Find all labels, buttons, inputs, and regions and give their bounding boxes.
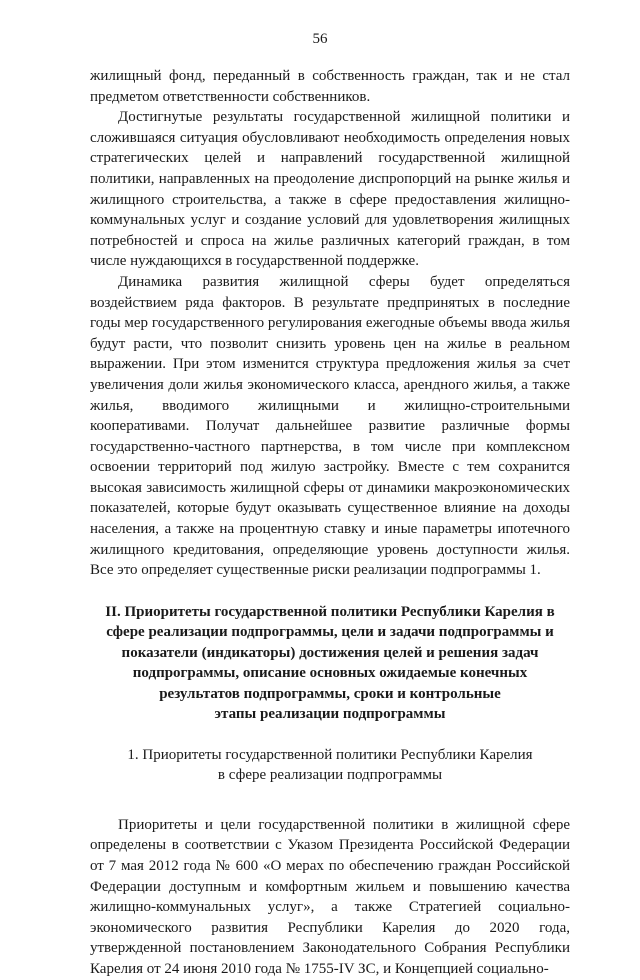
section-heading-line: II. Приоритеты государственной политики Республики Карелия в: [105, 603, 555, 620]
subsection-heading-line: 1. Приоритеты государственной политики Республики Карелия: [127, 746, 533, 763]
section-heading: [90, 602, 570, 725]
section-heading-line: результатов подпрограммы, сроки и контрольные: [159, 685, 501, 702]
document-body: [90, 66, 570, 980]
continuation-paragraph: жилищный фонд, переданный в собственность граждан, так и не стал предметом ответственности собственников.: [90, 68, 570, 105]
section-heading-line: этапы реализации подпрограммы: [214, 706, 446, 723]
body-paragraph-2: Динамика развития жилищной сферы будет определяться воздействием ряда факторов. В результате предпринятых в последние годы мер государственного регулирования ежегодные объемы ввода жилья будут расти, что позволит снизить уровень цен на жилье в реальном выражении. При этом изменится структура предложения жилья за счет увеличения доли жилья экономического класса, арендного жилья, а также жилья, вводимого жилищными и жилищно-строительными кооперативами. Получат дальнейшее развитие различные формы государственно-частного партнерства, в том числе при комплексном освоении территорий под жилую застройку. Вместе с тем сохранится высокая зависимость жилищной сферы от динамики макроэкономических показателей, которые будут оказывать существенное влияние на доходы населения, а также на процентную ставку и иные параметры ипотечного жилищного кредитования, определяющие уровень доступности жилья. Все это определяет существенные риски реализации подпрограммы 1.: [90, 273, 570, 579]
body-paragraph-3: Приоритеты и цели государственной политики в жилищной сфере определены в соответствии с Указом Президента Российской Федерации от 7 мая 2012 года № 600 «О мерах по обеспечению граждан Российской Федерации доступным и комфортным жильем и повышению качества жилищно-коммунальных услуг», а также Стратегией социально-экономического развития Республики Карелия до 2020 года, утвержденной постановлением Законодательного Собрания Республики Карелия от 24 июня 2010 года № 1755-IV ЗС, и Концепцией социально-: [90, 816, 570, 977]
body-paragraph-1: Достигнутые результаты государственной жилищной политики и сложившаяся ситуация обусловливают необходимость определения новых стратегических целей и направлений государственной жилищной политики, направленных на преодоление диспропорций на рынке жилья и жилищного строительства, а также в сфере предоставления жилищно-коммунальных услуг и создание условий для удовлетворения жилищных потребностей и спроса на жилье различных категорий граждан, в том числе нуждающихся в государственной поддержке.: [90, 109, 570, 270]
section-heading-line: подпрограммы, описание основных ожидаемые конечных: [132, 665, 528, 682]
subsection-heading-line: в сфере реализации подпрограммы: [217, 767, 443, 784]
page-number: 56: [312, 31, 328, 47]
section-heading-line: показатели (индикаторы) достижения целей и решения задач: [121, 644, 539, 661]
subsection-heading: [90, 745, 570, 786]
section-heading-line: сфере реализации подпрограммы, цели и задачи подпрограммы и: [106, 624, 554, 641]
